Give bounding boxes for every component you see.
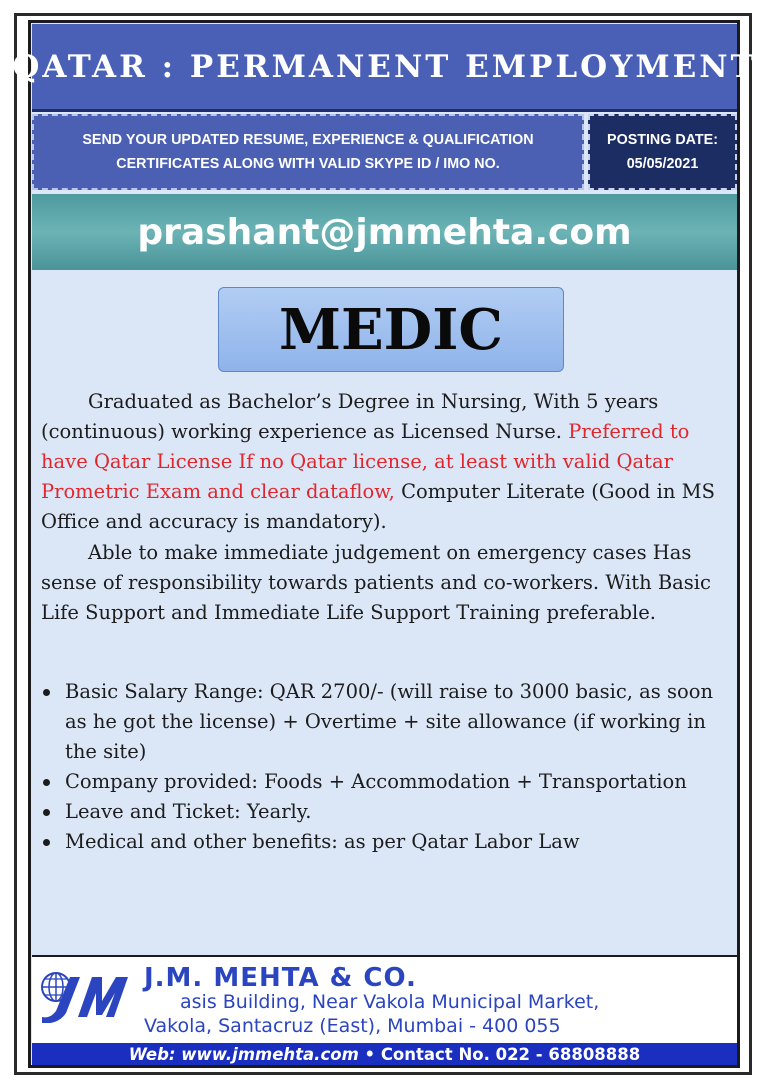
description-paragraph-2: Able to make immediate judgement on emergency cases Has sense of responsibility towards patients and co-workers. With Basic Life Support and Immediate Life Support Training preferable. bbox=[41, 541, 711, 624]
benefit-text: Basic Salary Range: QAR 2700/- (will raise to 3000 basic, as soon as he got the license) + Overtime + site allowance (if working in the site) bbox=[65, 680, 714, 763]
email-address[interactable]: prashant@jmmehta.com bbox=[137, 211, 632, 253]
address-line-1: asis Building, Near Vakola Municipal Market, bbox=[180, 991, 600, 1013]
posting-date-label: POSTING DATE: bbox=[607, 132, 718, 148]
address-line-2: Vakola, Santacruz (East), Mumbai - 400 055 bbox=[144, 1015, 561, 1037]
benefit-item-medical bbox=[41, 827, 739, 857]
website-link[interactable]: Web: www.jmmehta.com bbox=[128, 1044, 359, 1064]
title-banner bbox=[12, 24, 757, 112]
company-name: J.M. MEHTA & CO. bbox=[144, 963, 417, 993]
email-banner bbox=[32, 194, 737, 270]
posting-date-value: 05/05/2021 bbox=[626, 156, 699, 172]
page-title: QATAR : PERMANENT EMPLOYMENT bbox=[12, 48, 757, 85]
benefit-item-salary bbox=[41, 677, 739, 767]
bullet-icon bbox=[43, 689, 50, 696]
info-row bbox=[32, 114, 737, 192]
bullet-icon bbox=[43, 809, 50, 816]
description-paragraph-1 bbox=[41, 387, 737, 537]
benefit-text: Leave and Ticket: Yearly. bbox=[65, 800, 312, 823]
company-logo-icon bbox=[36, 967, 130, 1023]
bullet-icon bbox=[43, 779, 50, 786]
bullet-icon bbox=[43, 839, 50, 846]
description-text-2: Computer Literate (Good in MS Office and accuracy is mandatory). bbox=[41, 480, 715, 533]
benefit-text: Company provided: Foods + Accommodation + Transportation bbox=[65, 770, 687, 793]
send-instructions bbox=[32, 114, 584, 190]
benefit-text: Medical and other benefits: as per Qatar Labor Law bbox=[65, 830, 580, 853]
job-title: MEDIC bbox=[279, 296, 503, 363]
send-line-1: SEND YOUR UPDATED RESUME, EXPERIENCE & QUALIFICATION bbox=[82, 132, 534, 148]
benefit-item-company-provided bbox=[41, 767, 739, 797]
send-line-2: CERTIFICATES ALONG WITH VALID SKYPE ID / IMO NO. bbox=[116, 156, 500, 172]
license-requirement: Preferred to have Qatar License If no Qatar license, at least with valid Qatar Prometric Exam and clear dataflow, bbox=[41, 420, 690, 503]
contact-bar bbox=[32, 1043, 737, 1065]
company-footer bbox=[32, 955, 737, 1064]
job-title-box bbox=[218, 287, 564, 372]
description-text: Graduated as Bachelor’s Degree in Nursing, With 5 years (continuous) working experience as Licensed Nurse. bbox=[41, 390, 659, 443]
benefits-list bbox=[41, 677, 739, 857]
separator-dot: • bbox=[358, 1044, 381, 1064]
contact-number: Contact No. 022 - 68808888 bbox=[380, 1044, 641, 1064]
benefit-item-leave bbox=[41, 797, 739, 827]
posting-date-box bbox=[588, 114, 737, 190]
